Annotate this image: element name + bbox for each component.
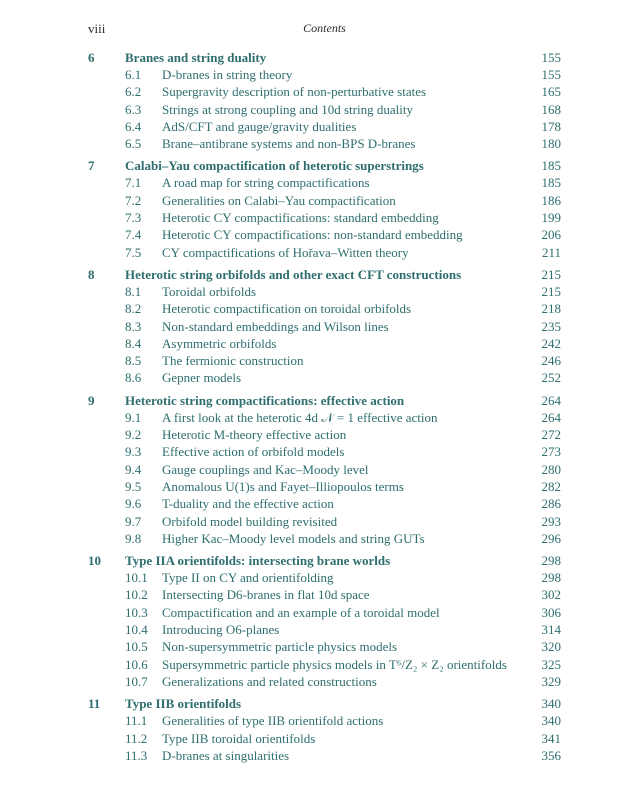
section-row[interactable]: [88, 673, 561, 690]
chapter-row[interactable]: [88, 695, 561, 712]
section-number: 10.7: [125, 673, 148, 689]
section-number: 6.5: [125, 136, 142, 152]
section-row[interactable]: [88, 318, 561, 335]
section-page: 186: [541, 192, 561, 208]
section-page: 282: [541, 478, 561, 494]
section-title: Heterotic M-theory effective action: [162, 427, 347, 443]
chapter-number: 7: [88, 158, 95, 174]
section-number: 8.2: [125, 301, 142, 317]
section-title: Supergravity description of non-perturbative states: [162, 84, 427, 100]
section-number: 7.2: [125, 192, 142, 208]
section-page: 199: [541, 210, 561, 226]
section-page: 168: [541, 101, 561, 117]
section-page: 155: [541, 67, 561, 82]
section-number: 11.2: [125, 730, 148, 746]
section-number: 8.1: [125, 283, 142, 299]
section-title: T-duality and the effective action: [162, 496, 334, 512]
chapter-number: 8: [88, 266, 95, 282]
section-row[interactable]: [88, 226, 561, 243]
section-page: 218: [541, 301, 561, 317]
section-title: Type IIB toroidal orientifolds: [162, 730, 316, 746]
section-row[interactable]: [88, 747, 561, 764]
section-title: Generalities on Calabi–Yau compactification: [162, 192, 396, 208]
section-page: 264: [541, 409, 561, 425]
section-title: CY compactifications of Hořava–Witten theory: [162, 244, 409, 260]
table-of-contents: [88, 49, 561, 764]
section-number: 6.2: [125, 84, 142, 100]
section-number: 9.5: [125, 478, 142, 494]
section-number: 10.2: [125, 587, 148, 603]
section-row[interactable]: [88, 244, 561, 261]
section-page: 180: [541, 136, 561, 152]
section-row[interactable]: [88, 83, 561, 100]
section-page: 340: [541, 713, 561, 729]
section-number: 9.4: [125, 461, 142, 477]
section-row[interactable]: [88, 621, 561, 638]
chapter-title: Heterotic string orbifolds and other exact CFT constructions: [125, 266, 462, 282]
section-number: 9.8: [125, 530, 142, 546]
section-title: Gauge couplings and Kac–Moody level: [162, 461, 369, 477]
page-number: viii: [88, 21, 106, 36]
section-page: 185: [541, 175, 561, 191]
chapter-row[interactable]: [88, 49, 561, 66]
section-row[interactable]: [88, 352, 561, 369]
section-row[interactable]: [88, 530, 561, 547]
section-row[interactable]: [88, 300, 561, 317]
section-title: Asymmetric orbifolds: [162, 335, 277, 351]
section-title: Supersymmetric particle physics models in T⁶/Z₂ × Z₂ orientifolds: [162, 656, 507, 672]
section-number: 8.3: [125, 318, 142, 334]
section-row[interactable]: [88, 461, 561, 478]
section-page: 306: [541, 604, 561, 620]
section-number: 6.3: [125, 101, 142, 117]
chapter-title: Type IIA orientifolds: intersecting brane worlds: [125, 553, 391, 569]
section-title: Higher Kac–Moody level models and string GUTs: [162, 530, 425, 546]
section-title: D-branes in string theory: [162, 67, 293, 82]
chapter-number: 6: [88, 50, 95, 65]
section-title: Anomalous U(1)s and Fayet–Illiopoulos terms: [162, 478, 404, 494]
section-number: 9.6: [125, 496, 142, 512]
section-title: Introducing O6-planes: [162, 622, 280, 638]
section-number: 7.3: [125, 210, 142, 226]
section-title: Orbifold model building revisited: [162, 513, 338, 529]
chapter-title: Branes and string duality: [125, 50, 267, 65]
section-number: 10.3: [125, 604, 148, 620]
section-row[interactable]: [88, 174, 561, 191]
section-number: 10.4: [125, 622, 148, 638]
section-number: 7.1: [125, 175, 142, 191]
section-page: 356: [541, 747, 561, 763]
section-page: 302: [541, 587, 561, 603]
section-number: 8.5: [125, 353, 142, 369]
section-page: 314: [541, 622, 561, 638]
section-page: 165: [541, 84, 561, 100]
section-number: 6.4: [125, 118, 142, 134]
chapter-row[interactable]: [88, 392, 561, 409]
section-row[interactable]: [88, 335, 561, 352]
section-title: AdS/CFT and gauge/gravity dualities: [162, 118, 357, 134]
section-title: Non-supersymmetric particle physics models: [162, 639, 398, 655]
section-number: 11.1: [125, 713, 148, 729]
section-row[interactable]: [88, 135, 561, 152]
chapter-page: 185: [541, 158, 561, 174]
section-title: Compactification and an example of a toroidal model: [162, 604, 440, 620]
section-title: Generalizations and related constructions: [162, 673, 377, 689]
section-title: Type II on CY and orientifolding: [162, 570, 334, 586]
section-title: D-branes at singularities: [162, 747, 290, 763]
section-number: 8.6: [125, 370, 142, 386]
section-title: A first look at the heterotic 4d 𝒩 = 1 effective action: [162, 409, 438, 425]
section-title: Heterotic CY compactifications: non-standard embedding: [162, 227, 463, 243]
chapter-page: 340: [541, 696, 561, 712]
section-row[interactable]: [88, 604, 561, 621]
section-page: 273: [541, 444, 561, 460]
section-number: 6.1: [125, 67, 142, 82]
section-title: Intersecting D6-branes in flat 10d space: [162, 587, 370, 603]
chapter-title: Type IIB orientifolds: [125, 696, 242, 712]
section-page: 298: [541, 570, 561, 586]
chapter-row[interactable]: [88, 157, 561, 174]
section-page: 206: [541, 227, 561, 243]
section-title: Strings at strong coupling and 10d string duality: [162, 101, 413, 117]
section-title: Generalities of type IIB orientifold actions: [162, 713, 384, 729]
section-page: 178: [541, 118, 561, 134]
section-page: 252: [541, 370, 561, 386]
section-row[interactable]: [88, 478, 561, 495]
section-row[interactable]: [88, 369, 561, 386]
section-title: Gepner models: [162, 370, 242, 386]
section-row[interactable]: [88, 586, 561, 603]
section-number: 9.3: [125, 444, 142, 460]
chapter-number: 11: [88, 696, 101, 712]
section-number: 9.7: [125, 513, 142, 529]
section-title: Heterotic CY compactifications: standard embedding: [162, 210, 439, 226]
section-number: 7.4: [125, 227, 142, 243]
section-number: 7.5: [125, 244, 142, 260]
section-row[interactable]: [88, 283, 561, 300]
section-row[interactable]: [88, 569, 561, 586]
section-title: Heterotic compactification on toroidal orbifolds: [162, 301, 412, 317]
section-title: A road map for string compactifications: [162, 175, 370, 191]
section-row[interactable]: [88, 118, 561, 135]
section-row[interactable]: [88, 730, 561, 747]
section-page: 325: [541, 656, 561, 672]
running-header: [88, 21, 561, 37]
section-number: 8.4: [125, 335, 142, 351]
section-page: 280: [541, 461, 561, 477]
section-page: 235: [541, 318, 561, 334]
section-page: 320: [541, 639, 561, 655]
section-title: The fermionic construction: [162, 353, 304, 369]
section-page: 296: [541, 530, 561, 546]
section-page: 211: [541, 244, 561, 260]
chapter-page: 155: [541, 50, 561, 65]
section-page: 272: [541, 427, 561, 443]
section-row[interactable]: [88, 443, 561, 460]
running-title: Contents: [303, 21, 346, 35]
section-title: Toroidal orbifolds: [162, 283, 257, 299]
chapter-page: 298: [541, 553, 561, 569]
section-number: 10.6: [125, 656, 148, 672]
section-row[interactable]: [88, 409, 561, 426]
section-row[interactable]: [88, 638, 561, 655]
section-row[interactable]: [88, 101, 561, 118]
section-number: 9.2: [125, 427, 142, 443]
section-number: 10.5: [125, 639, 148, 655]
section-row[interactable]: [88, 656, 561, 673]
chapter-row[interactable]: [88, 552, 561, 569]
section-row[interactable]: [88, 209, 561, 226]
section-row[interactable]: [88, 513, 561, 530]
section-row[interactable]: [88, 712, 561, 729]
chapter-number: 9: [88, 392, 95, 408]
chapter-row[interactable]: [88, 266, 561, 283]
section-page: 246: [541, 353, 561, 369]
section-page: 341: [541, 730, 561, 746]
section-row[interactable]: [88, 495, 561, 512]
chapter-number: 10: [88, 553, 101, 569]
section-page: 329: [541, 673, 561, 689]
chapter-page: 215: [541, 266, 561, 282]
section-title: Effective action of orbifold models: [162, 444, 345, 460]
section-number: 11.3: [125, 747, 148, 763]
section-page: 293: [541, 513, 561, 529]
section-number: 9.1: [125, 409, 142, 425]
section-page: 215: [541, 283, 561, 299]
section-title: Non-standard embeddings and Wilson lines: [162, 318, 389, 334]
chapter-page: 264: [541, 392, 561, 408]
section-row[interactable]: [88, 66, 561, 83]
chapter-title: Calabi–Yau compactification of heterotic superstrings: [125, 158, 424, 174]
section-number: 10.1: [125, 570, 148, 586]
section-page: 286: [541, 496, 561, 512]
section-row[interactable]: [88, 426, 561, 443]
section-page: 242: [541, 335, 561, 351]
section-row[interactable]: [88, 192, 561, 209]
section-title: Brane–antibrane systems and non-BPS D-branes: [162, 136, 416, 152]
chapter-title: Heterotic string compactifications: effective action: [125, 392, 405, 408]
